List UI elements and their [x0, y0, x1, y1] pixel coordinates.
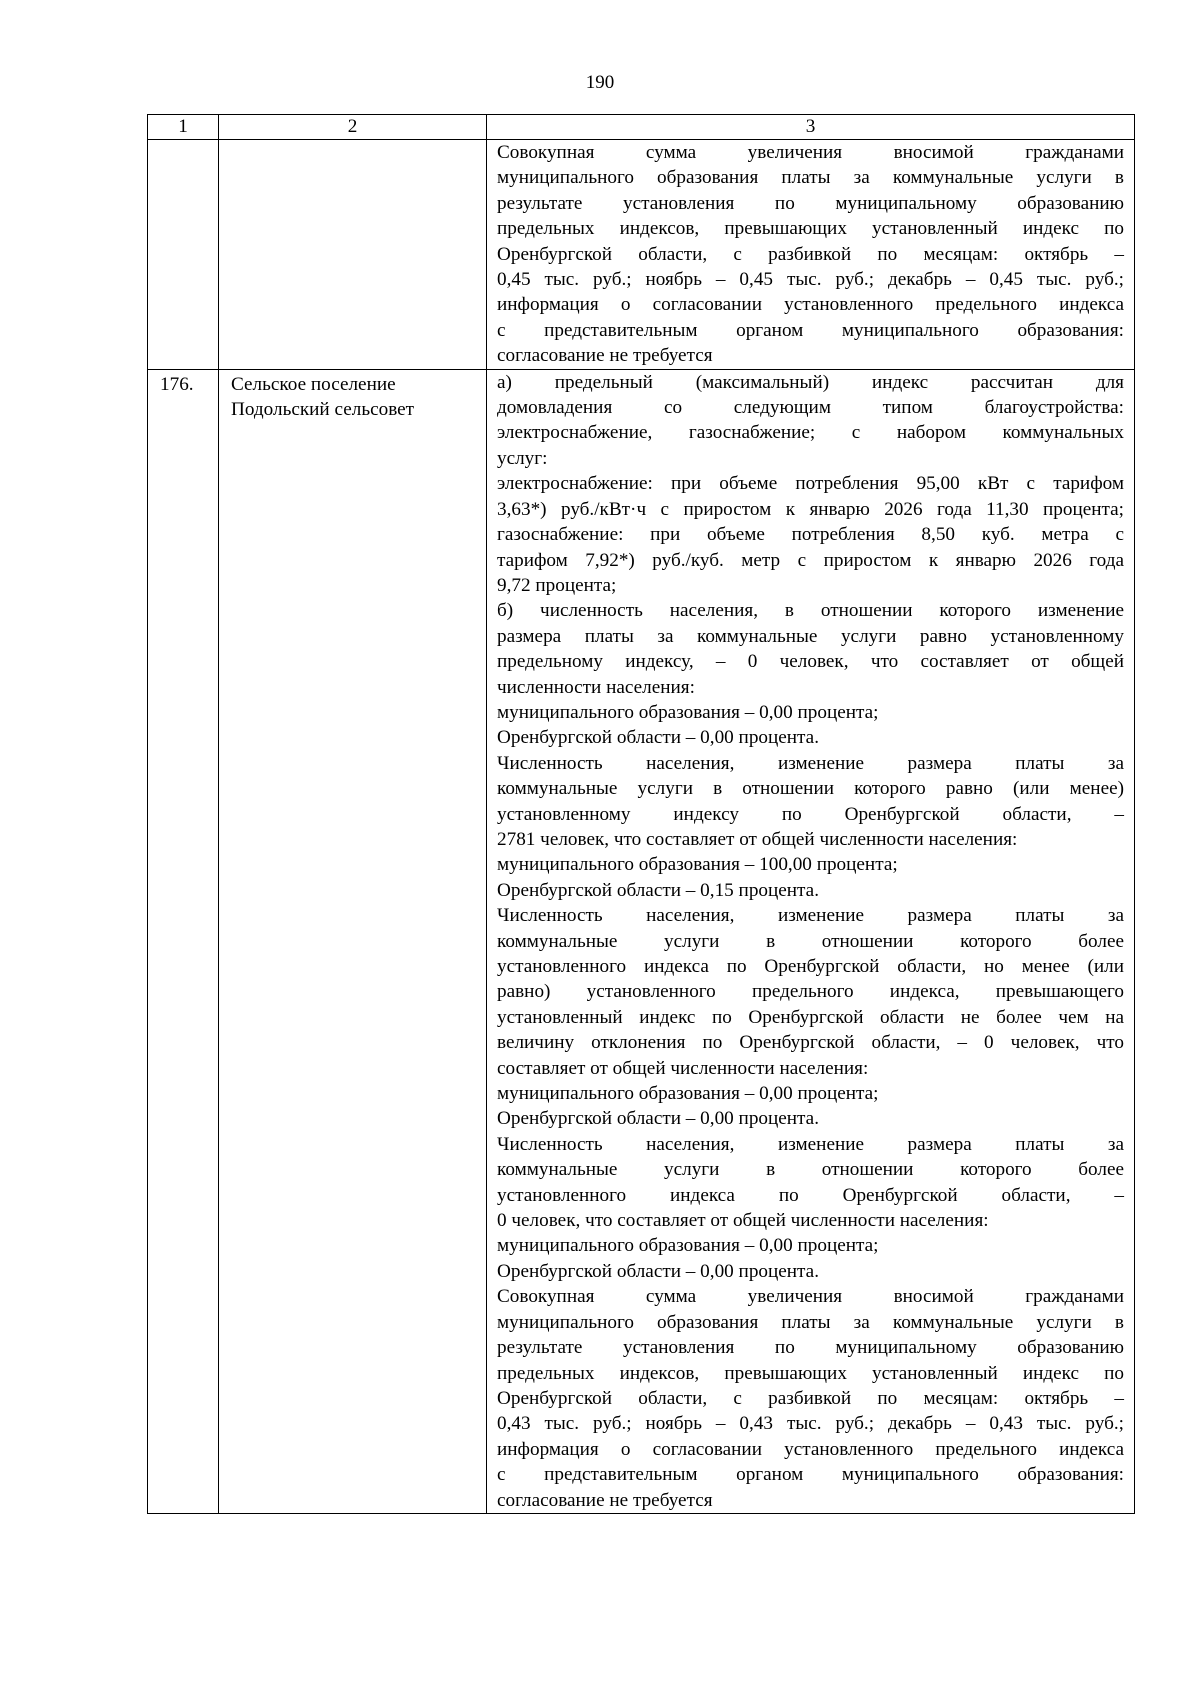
text-line: с представительным органом муниципального образования: [497, 319, 1124, 341]
text-line: информация о согласовании установленного предельного индекса [497, 1438, 1124, 1460]
data-table [147, 114, 1135, 1514]
text-line: а) предельный (максимальный) индекс рассчитан для [497, 371, 1124, 393]
page-number: 190 [585, 72, 615, 93]
text-line: Совокупная сумма увеличения вносимой гражданами [497, 1286, 1124, 1308]
text-line: 9,72 процента; [497, 574, 617, 596]
text-line: Оренбургской области – 0,00 процента. [497, 1108, 819, 1130]
text-line: муниципального образования платы за коммунальные услуги в [497, 1311, 1124, 1333]
text-line: муниципального образования – 0,00 процента; [497, 701, 879, 723]
row-number-cell: 176. [148, 369, 219, 1513]
text-line: Оренбургской области – 0,15 процента. [497, 879, 819, 901]
table-header-row [148, 115, 1135, 140]
text-line: установленного индекса по Оренбургской области, но менее (или [497, 956, 1124, 977]
text-line: Численность населения, изменение размера платы за [497, 905, 1124, 927]
text-line: б) численность населения, в отношении которого изменение [497, 600, 1124, 622]
text-line: коммунальные услуги в отношении которого равно (или менее) [497, 778, 1124, 800]
text-line: муниципального образования – 0,00 процента; [497, 1083, 879, 1105]
text-line: электроснабжение, газоснабжение; с набором коммунальных [497, 422, 1124, 444]
text-line: электроснабжение: при объеме потребления 95,00 кВт с тарифом [497, 473, 1124, 495]
text-line: равно) установленного предельного индекса, превышающего [497, 981, 1124, 1003]
text-line: коммунальные услуги в отношении которого более [497, 930, 1124, 952]
text-line: Численность населения, изменение размера платы за [497, 752, 1124, 774]
text-line: установленный индекс по Оренбургской области не более чем на [497, 1006, 1124, 1028]
text-line: результате установления по муниципальному образованию [497, 1337, 1124, 1359]
text-line: результате установления по муниципальному образованию [497, 192, 1124, 214]
text-block [497, 370, 1124, 1513]
text-line: согласование не требуется [497, 345, 713, 367]
text-line: домовладения со следующим типом благоустройства: [497, 397, 1124, 419]
text-line: Совокупная сумма увеличения вносимой гражданами [497, 142, 1124, 163]
text-line: коммунальные услуги в отношении которого более [497, 1159, 1124, 1181]
text-line: информация о согласовании установленного предельного индекса [497, 294, 1124, 316]
text-line: размера платы за коммунальные услуги равно установленному [497, 625, 1124, 647]
text-line: Оренбургской области – 0,00 процента. [497, 727, 819, 749]
header-col-1: 1 [148, 115, 219, 140]
text-line: предельному индексу, – 0 человек, что составляет от общей [497, 651, 1124, 673]
text-line: 2781 человек, что составляет от общей численности населения: [497, 828, 1018, 850]
text-line: 0,43 тыс. руб.; ноябрь – 0,43 тыс. руб.; декабрь – 0,43 тыс. руб.; [497, 1413, 1124, 1435]
name-line: Сельское поселение [231, 373, 396, 395]
text-line: численности населения: [497, 676, 695, 698]
table-row [148, 369, 1135, 1513]
row-text-cell [487, 369, 1135, 1513]
text-line: предельных индексов, превышающих установленный индекс по [497, 1362, 1124, 1384]
text-line: установленного индекса по Оренбургской области, – [497, 1184, 1124, 1206]
header-col-3: 3 [487, 115, 1135, 140]
text-line: Оренбургской области – 0,00 процента. [497, 1260, 819, 1282]
text-line: 0 человек, что составляет от общей численности населения: [497, 1210, 989, 1232]
text-line: тарифом 7,92*) руб./куб. метр с приростом к январю 2026 года [497, 549, 1124, 571]
text-line: Оренбургской области, с разбивкой по месяцам: октябрь – [497, 243, 1124, 265]
text-line: 3,63*) руб./кВт·ч с приростом к январю 2026 года 11,30 процента; [497, 498, 1124, 520]
name-line: Подольский сельсовет [231, 399, 415, 421]
header-col-2: 2 [219, 115, 487, 140]
text-line: газоснабжение: при объеме потребления 8,50 куб. метра с [497, 524, 1124, 546]
text-line: муниципального образования платы за коммунальные услуги в [497, 167, 1124, 189]
text-line: согласование не требуется [497, 1489, 713, 1511]
text-line: услуг: [497, 447, 548, 469]
row-number-cell [148, 140, 219, 370]
text-line: муниципального образования – 0,00 процента; [497, 1235, 879, 1257]
text-line: составляет от общей численности населения: [497, 1057, 869, 1079]
text-block [497, 140, 1124, 369]
row-name-cell [219, 140, 487, 370]
text-line: муниципального образования – 100,00 процента; [497, 854, 898, 876]
text-line: 0,45 тыс. руб.; ноябрь – 0,45 тыс. руб.; декабрь – 0,45 тыс. руб.; [497, 269, 1124, 291]
text-line: предельных индексов, превышающих установленный индекс по [497, 218, 1124, 240]
table-row [148, 140, 1135, 370]
row-name-cell [219, 369, 487, 1513]
text-line: Оренбургской области, с разбивкой по месяцам: октябрь – [497, 1387, 1124, 1409]
text-line: с представительным органом муниципального образования: [497, 1464, 1124, 1486]
text-line: установленному индексу по Оренбургской области, – [497, 803, 1124, 825]
row-text-cell [487, 140, 1135, 370]
text-line: величину отклонения по Оренбургской области, – 0 человек, что [497, 1032, 1124, 1054]
text-line: Численность населения, изменение размера платы за [497, 1133, 1124, 1155]
